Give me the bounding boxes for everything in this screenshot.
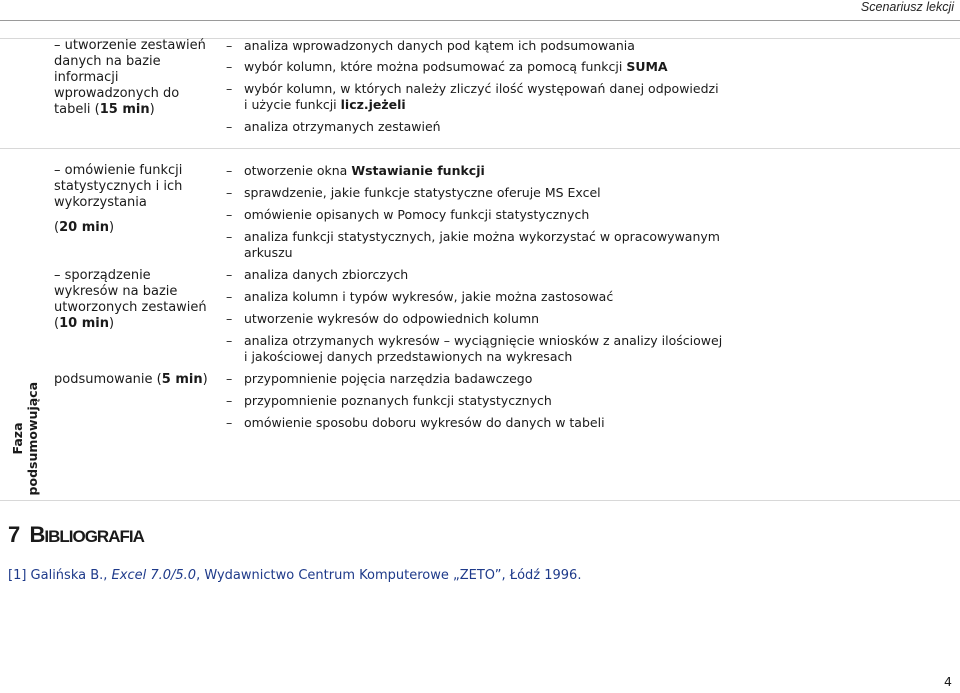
row3-stage-cell <box>54 372 208 388</box>
bibliography-entry-title: Excel 7.0/5.0 <box>111 568 197 583</box>
row2-item-8-line2: i jakościowej danych przedstawionych na wykresach <box>244 349 573 364</box>
row2-item-6-dash: – <box>226 289 233 304</box>
row1-item-1-dash: – <box>226 38 233 53</box>
row2-stage-a-time-close: ) <box>108 220 115 235</box>
row2-stage-a-time-open: ( <box>54 220 60 235</box>
row1-stage-close: ) <box>149 102 155 117</box>
bibliography-first-letter: B <box>29 522 45 547</box>
row2-stage-a-cell <box>54 163 214 211</box>
row1-item-3-line2: i użycie funkcji <box>244 97 341 112</box>
bibliography-title-rest: IBLIOGRAFIA <box>44 527 144 546</box>
row3-stage-text: podsumowanie ( <box>54 372 162 387</box>
row1-item-2-text: wybór kolumn, które można podsumować za pomocą funkcji <box>244 59 627 74</box>
row2-item-3-text: omówienie opisanych w Pomocy funkcji statystycznych <box>244 207 590 222</box>
row3-item-3-text: omówienie sposobu doboru wykresów do danych w tabeli <box>244 415 605 430</box>
row3-stage-close: ) <box>202 372 208 387</box>
row2-item-1-bold: Wstawianie funkcji <box>351 163 485 178</box>
row2-item-4-line2: arkuszu <box>244 245 293 260</box>
row1-stage-time: 15 min <box>99 102 150 117</box>
row2-stage-b-dash: – <box>54 268 61 283</box>
row2-stage-a-dash: – <box>54 163 61 178</box>
row1-item-3-line1: wybór kolumn, w których należy zliczyć ilość występowań danej odpowiedzi <box>244 81 719 96</box>
row2-stage-b-text: sporządzenie wykresów na bazie utworzonych zestawień ( <box>54 268 207 331</box>
row2-item-2-dash: – <box>226 185 233 200</box>
row3-item-2-text: przypomnienie poznanych funkcji statystycznych <box>244 393 552 408</box>
bibliography-number: 7 <box>8 522 20 547</box>
row2-item-2-text: sprawdzenie, jakie funkcje statystyczne oferuje MS Excel <box>244 185 601 200</box>
row1-item-2-bold: SUMA <box>626 59 668 74</box>
row2-item-8-dash: – <box>226 333 233 348</box>
page-header <box>0 0 960 21</box>
row1-item-4-text: analiza otrzymanych zestawień <box>244 119 441 134</box>
row1-item-3-dash: – <box>226 81 233 96</box>
row3-item-1-text: przypomnienie pojęcia narzędzia badawczego <box>244 371 533 386</box>
row-divider-1 <box>0 148 960 149</box>
row1-stage-cell <box>54 38 214 118</box>
row2-item-4-line1: analiza funkcji statystycznych, jakie można wykorzystać w opracowywanym <box>244 229 720 244</box>
row1-item-2-dash: – <box>226 59 233 74</box>
row2-stage-b-close: ) <box>108 316 115 331</box>
row3-item-1-dash: – <box>226 371 233 386</box>
row1-item-4-dash: – <box>226 119 233 134</box>
row3-item-3-dash: – <box>226 415 233 430</box>
phase-label-cell <box>6 384 44 494</box>
row3-item-2-dash: – <box>226 393 233 408</box>
page-number: 4 <box>944 674 952 689</box>
row1-item-3-bold: licz.jeżeli <box>340 97 406 112</box>
row2-item-1-text: otworzenie okna <box>244 163 352 178</box>
row1-stage-dash: – <box>54 38 61 53</box>
phase-label: Faza podsumowująca <box>10 382 40 496</box>
row2-item-7-text: utworzenie wykresów do odpowiednich kolumn <box>244 311 540 326</box>
row2-stage-a-time: 20 min <box>59 220 109 235</box>
row2-item-3-dash: – <box>226 207 233 222</box>
bibliography-heading <box>8 522 144 548</box>
row3-stage-time: 5 min <box>161 372 203 387</box>
row2-stage-a-time-cell <box>54 220 114 236</box>
header-title: Scenariusz lekcji <box>860 0 954 14</box>
row2-item-7-dash: – <box>226 311 233 326</box>
row2-item-1-dash: – <box>226 163 233 178</box>
row2-item-8-line1: analiza otrzymanych wykresów – wyciągnięcie wniosków z analizy ilościowej <box>244 333 723 348</box>
table-border-bottom <box>0 500 960 501</box>
row2-stage-b-time: 10 min <box>59 316 109 331</box>
row2-stage-b-cell <box>54 268 214 332</box>
row2-item-4-dash: – <box>226 229 233 244</box>
row1-item-1-text: analiza wprowadzonych danych pod kątem ich podsumowania <box>244 38 635 53</box>
row2-stage-a-text: omówienie funkcji statystycznych i ich wykorzystania <box>54 163 183 210</box>
bibliography-entry <box>8 568 581 583</box>
bibliography-entry-ref: [1] Galińska B., <box>8 568 112 583</box>
bibliography-entry-rest: , Wydawnictwo Centrum Komputerowe „ZETO”, Łódź 1996. <box>196 568 582 583</box>
row2-item-5-text: analiza danych zbiorczych <box>244 267 409 282</box>
row1-stage-text: utworzenie zestawień danych na bazie informacji wprowadzonych do tabeli ( <box>54 38 206 117</box>
row2-item-6-text: analiza kolumn i typów wykresów, jakie można zastosować <box>244 289 614 304</box>
row2-item-5-dash: – <box>226 267 233 282</box>
